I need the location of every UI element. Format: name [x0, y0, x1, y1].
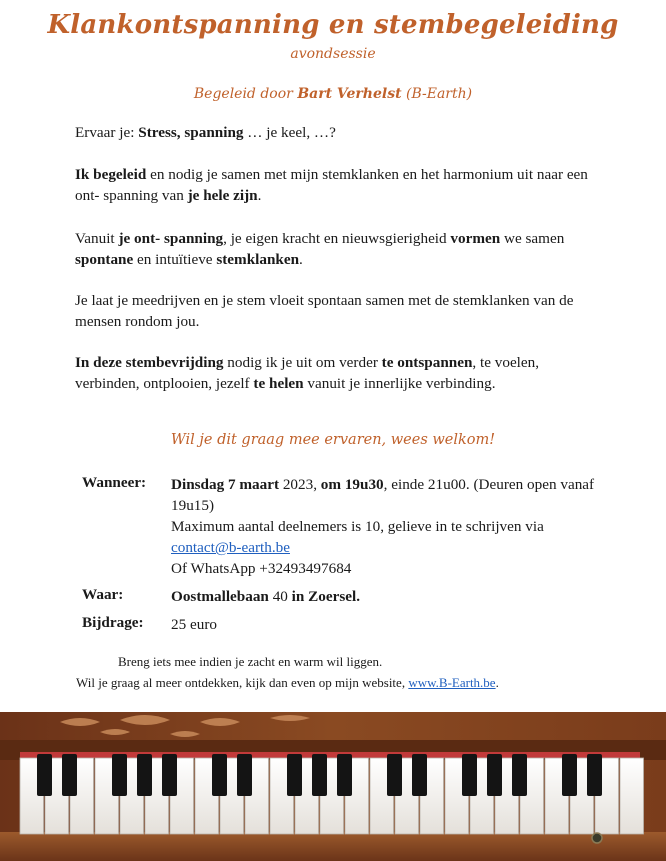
harmonium-keyboard-photo [0, 712, 666, 861]
p2-text-b: en nodig je samen met mijn stemklanken en het harmonium uit naar een ont- spanning van [75, 166, 588, 204]
paragraph-5 [75, 352, 595, 394]
when-label: Wanneer: [82, 474, 147, 491]
footer-prefix: Wil je graag al meer ontdekken, kijk dan even op mijn website, [76, 675, 409, 690]
paragraph-1 [75, 122, 595, 143]
when-max: Maximum aantal deelnemers is 10, gelieve in te schrijven via [171, 518, 544, 535]
black-key [112, 754, 127, 796]
email-link[interactable]: contact@b-earth.be [171, 539, 290, 556]
where-city: in Zoersel. [291, 588, 361, 605]
p5-text-a: In deze stembevrijding [75, 354, 224, 371]
black-key [337, 754, 352, 796]
p3-text-d: vormen [450, 230, 501, 247]
when-year: 2023, [279, 476, 321, 493]
where-number: 40 [268, 588, 292, 605]
where-street: Oostmallebaan [171, 588, 269, 605]
byline [0, 86, 666, 102]
black-key [62, 754, 77, 796]
black-key [137, 754, 152, 796]
p5-text-d: , te voelen, verbinden, ontplooien, jezelf [75, 354, 540, 392]
p2-text-c: je hele zijn [187, 187, 258, 204]
contribution-label: Bijdrage: [82, 614, 144, 631]
black-key [37, 754, 52, 796]
p3-text-e: we samen [500, 230, 565, 247]
knob-icon [592, 833, 602, 843]
black-keys [37, 754, 602, 796]
p5-text-f: vanuit je innerlijke verbinding. [303, 375, 496, 392]
p2-text-a: Ik begeleid [75, 166, 147, 183]
p3-text-b: je ont- spanning [118, 230, 224, 247]
where-label: Waar: [82, 586, 124, 603]
p3-text-h: stemklanken [216, 251, 300, 268]
p1-text-c: … je keel, …? [243, 124, 336, 141]
footer-line-2 [76, 675, 499, 691]
paragraph-2 [75, 164, 595, 206]
black-key [287, 754, 302, 796]
black-key [162, 754, 177, 796]
contribution-value: 25 euro [171, 616, 217, 633]
footer-suffix: . [495, 675, 499, 690]
black-key [512, 754, 527, 796]
when-rest: , einde 21u00. (Deuren open vanaf 19u15) [171, 476, 595, 514]
footer-line-1: Breng iets mee indien je zacht en warm wil liggen. [118, 654, 383, 669]
black-key [237, 754, 252, 796]
black-key [562, 754, 577, 796]
white-key [620, 758, 644, 834]
p1-text-a: Ervaar je: [75, 124, 139, 141]
where-value [171, 586, 621, 607]
p3-text-i: . [299, 251, 303, 268]
p5-text-b: nodig ik je uit om verder [223, 354, 382, 371]
byline-name: Bart Verhelst [297, 86, 402, 102]
black-key [462, 754, 477, 796]
paragraph-3 [75, 228, 595, 270]
when-date: Dinsdag 7 maart [171, 476, 280, 493]
black-key [487, 754, 502, 796]
whatsapp-line: Of WhatsApp +32493497684 [171, 560, 352, 577]
p3-text-a: Vanuit [75, 230, 119, 247]
when-line [171, 474, 621, 516]
paragraph-4 [75, 290, 595, 332]
when-time: om 19u30 [320, 476, 384, 493]
byline-prefix: Begeleid door [193, 86, 298, 102]
p5-text-e: te helen [253, 375, 304, 392]
p4-text-a: Je laat je meedrijven en je stem vloeit spontaan samen met de stemklanken van de mensen rondom jou. [75, 292, 574, 330]
website-link[interactable]: www.B-Earth.be [408, 675, 496, 690]
black-key [212, 754, 227, 796]
when-value [171, 474, 621, 579]
wood-front [0, 832, 666, 861]
p3-text-c: , je eigen kracht en nieuwsgierigheid [223, 230, 451, 247]
p2-text-d: . [257, 187, 262, 204]
black-key [587, 754, 602, 796]
p3-text-f: spontane [75, 251, 134, 268]
black-key [312, 754, 327, 796]
black-key [387, 754, 402, 796]
welcome-text: Wil je dit graag mee ervaren, wees welkom! [170, 432, 496, 448]
p5-text-c: te ontspannen [381, 354, 473, 371]
p3-text-g: en intuïtieve [133, 251, 217, 268]
p1-text-b: Stress, spanning [138, 124, 244, 141]
page-subtitle: avondsessie [290, 46, 376, 62]
page-title: Klankontspanning en stembegeleiding [47, 10, 619, 40]
black-key [412, 754, 427, 796]
byline-suffix: (B-Earth) [401, 86, 473, 102]
